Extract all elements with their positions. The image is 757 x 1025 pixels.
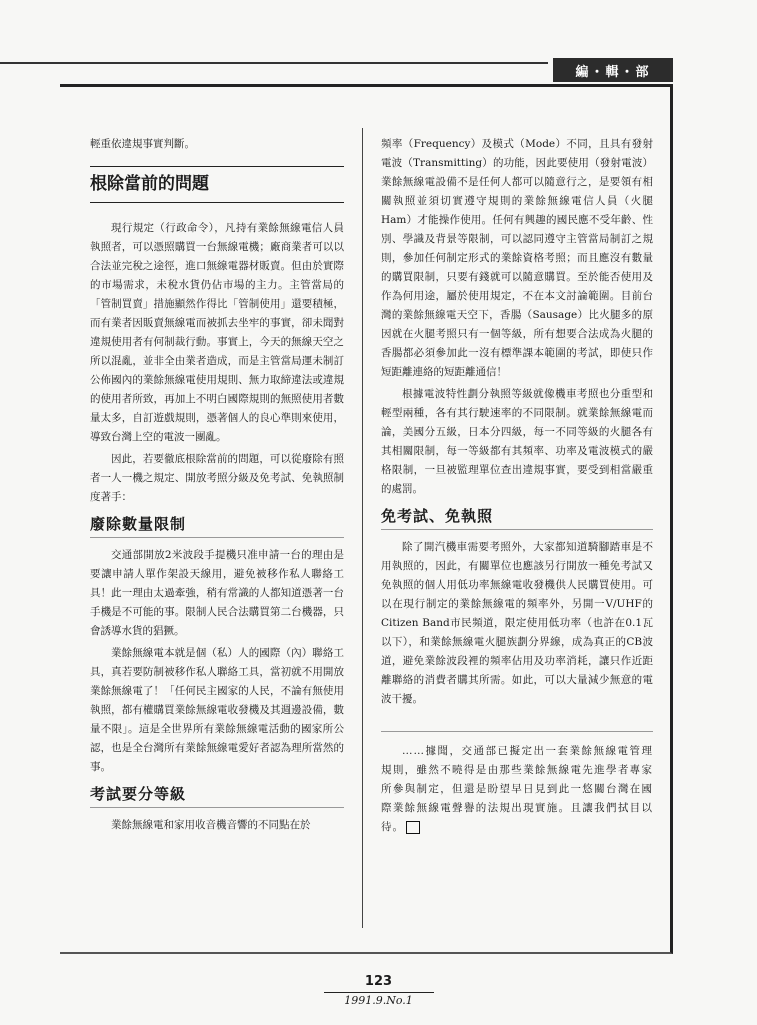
paragraph: 交通部開放2米波段手提機只准申請一台的理由是要讓申請人單作架設天線用，避免被移作私人聯絡工具！此一理由太過牽強，稍有常識的人都知道憑著一台手機是不可能的事。限制人民合法購買第二台機器，只會誘導水貨的猖獗。 xyxy=(90,549,344,637)
section-heading: 考試要分等級 xyxy=(90,785,344,808)
footer-rule xyxy=(324,992,434,993)
paragraph: 因此，若要徹底根除當前的問題，可以從廢除有照者一人一機之規定、開放考照分級及免考試、免執照制度著手： xyxy=(90,453,344,503)
page-number: 123 xyxy=(364,974,393,989)
column-divider xyxy=(362,128,363,928)
section-badge: 編・輯・部 xyxy=(553,58,673,82)
end-mark-icon xyxy=(406,821,420,834)
section-heading: 廢除數量限制 xyxy=(90,515,344,538)
paragraph: 業餘無線電和家用收音機音響的不同點在於 xyxy=(111,819,311,831)
right-column xyxy=(381,135,653,837)
main-heading: 根除當前的問題 xyxy=(90,166,344,203)
paragraph: 除了開汽機車需要考照外，大家都知道騎腳踏車是不用執照的，因此，有關單位也應該另行開放一種免考試又免執照的個人用低功率無線電收發機供人民購買使用。可以在現行制定的業餘無線電的頻率外，另開一V/UHF的Citizen Band市民頻道，限定使用低功率（也許在0.1瓦以下），和業餘無線電火腿族劃分界線，成為真正的CB波道，避免業餘波段裡的頻率佔用及功率消耗，讓只作近距離聯絡的消費者購其所需。如此，可以大量減少無意的電波干擾。 xyxy=(381,541,653,705)
paragraph: 根據電波特性劃分執照等級就像機車考照也分重型和輕型兩種，各有其行駛速率的不同限制。就業餘無線電而論，美國分五級，日本分四級，每一不同等級的火腿各有其相關限制，每一等級都有其頻率、功率及電波模式的嚴格限制，一旦被監理單位查出違規事實，要受到相當嚴重的處罰。 xyxy=(381,388,653,495)
section-heading: 免考試、免執照 xyxy=(381,507,653,530)
closing-note xyxy=(381,731,653,837)
paragraph: 現行規定（行政命令），凡持有業餘無線電信人員執照者，可以憑照購買一台無線電機；廠商業者可以以合法並完稅之途徑，進口無線電器材販賣。但由於實際的市場需求，未稅水貨仍佔市場的主力。主管當局的「管制買賣」措施顯然作得比「管制使用」還要積極，而有業者因販賣無線電而被抓去坐牢的事實，卻未聞對違規使用者有何制裁行動。事實上，今天的無線天空之所以混亂，並非全由業者造成，而是主管當局運未制訂公佈國內的業餘無線電使用規則、無力取締違法或違規的使用者所致，再加上不明白國際規則的無照使用者數量太多，自訂遊戲規則，憑著個人的良心準則來使用，導致台灣上空的電波一團亂。 xyxy=(90,222,344,443)
paragraph: 業餘無線電本就是個（私）人的國際（內）聯絡工具，真若要防制被移作私人聯絡工具，當初就不用開放業餘無線電了！「任何民主國家的人民，不論有無使用執照，都有權購買業餘無線電收發機及其週邊設備，數量不限」。這是全世界所有業餘無線電活動的國家所公認，也是全台灣所有業餘無線電愛好者認為理所當然的事。 xyxy=(90,647,344,773)
intro-line: 輕重依違規事實判斷。 xyxy=(90,138,195,150)
left-column xyxy=(90,135,344,838)
paragraph: 頻率（Frequency）及模式（Mode）不同，且具有發射電波（Transmitting）的功能，因此要使用（發射電波）業餘無線電設備不是任何人都可以隨意行之，是要領有相關執照並須切實遵守規則的業餘無線電信人員（火腿Ham）才能操作使用。任何有興趣的國民應不受年齡、性別、學識及背景等限制，可以認同遵守主管當局制訂之規則，參加任何制定形式的業餘資格考照；而且應沒有數量的購買限制，只要有錢就可以隨意購買。至於能否使用及作為何用途，屬於使用規定，不在本文討論範圍。目前台灣的業餘無線電天空下，香腸（Sausage）比火腿多的原因就在火腿考照只有一個等級，所有想要合法成為火腿的香腸都必須參加此一沒有標準課本範圍的考試，即使只作短距離連絡的短距離通信！ xyxy=(381,138,653,378)
closing-note-text: ……據聞，交通部已擬定出一套業餘無線電管理規則，雖然不曉得是由那些業餘無線電先進學者專家所參與制定，但還是盼望早日見到此一悠關台灣在國際業餘無線電聲譽的法規出現實施。且讓我們拭目以待。 xyxy=(381,745,653,833)
header-rule xyxy=(0,62,548,82)
issue-label: 1991.9.No.1 xyxy=(344,994,413,1007)
